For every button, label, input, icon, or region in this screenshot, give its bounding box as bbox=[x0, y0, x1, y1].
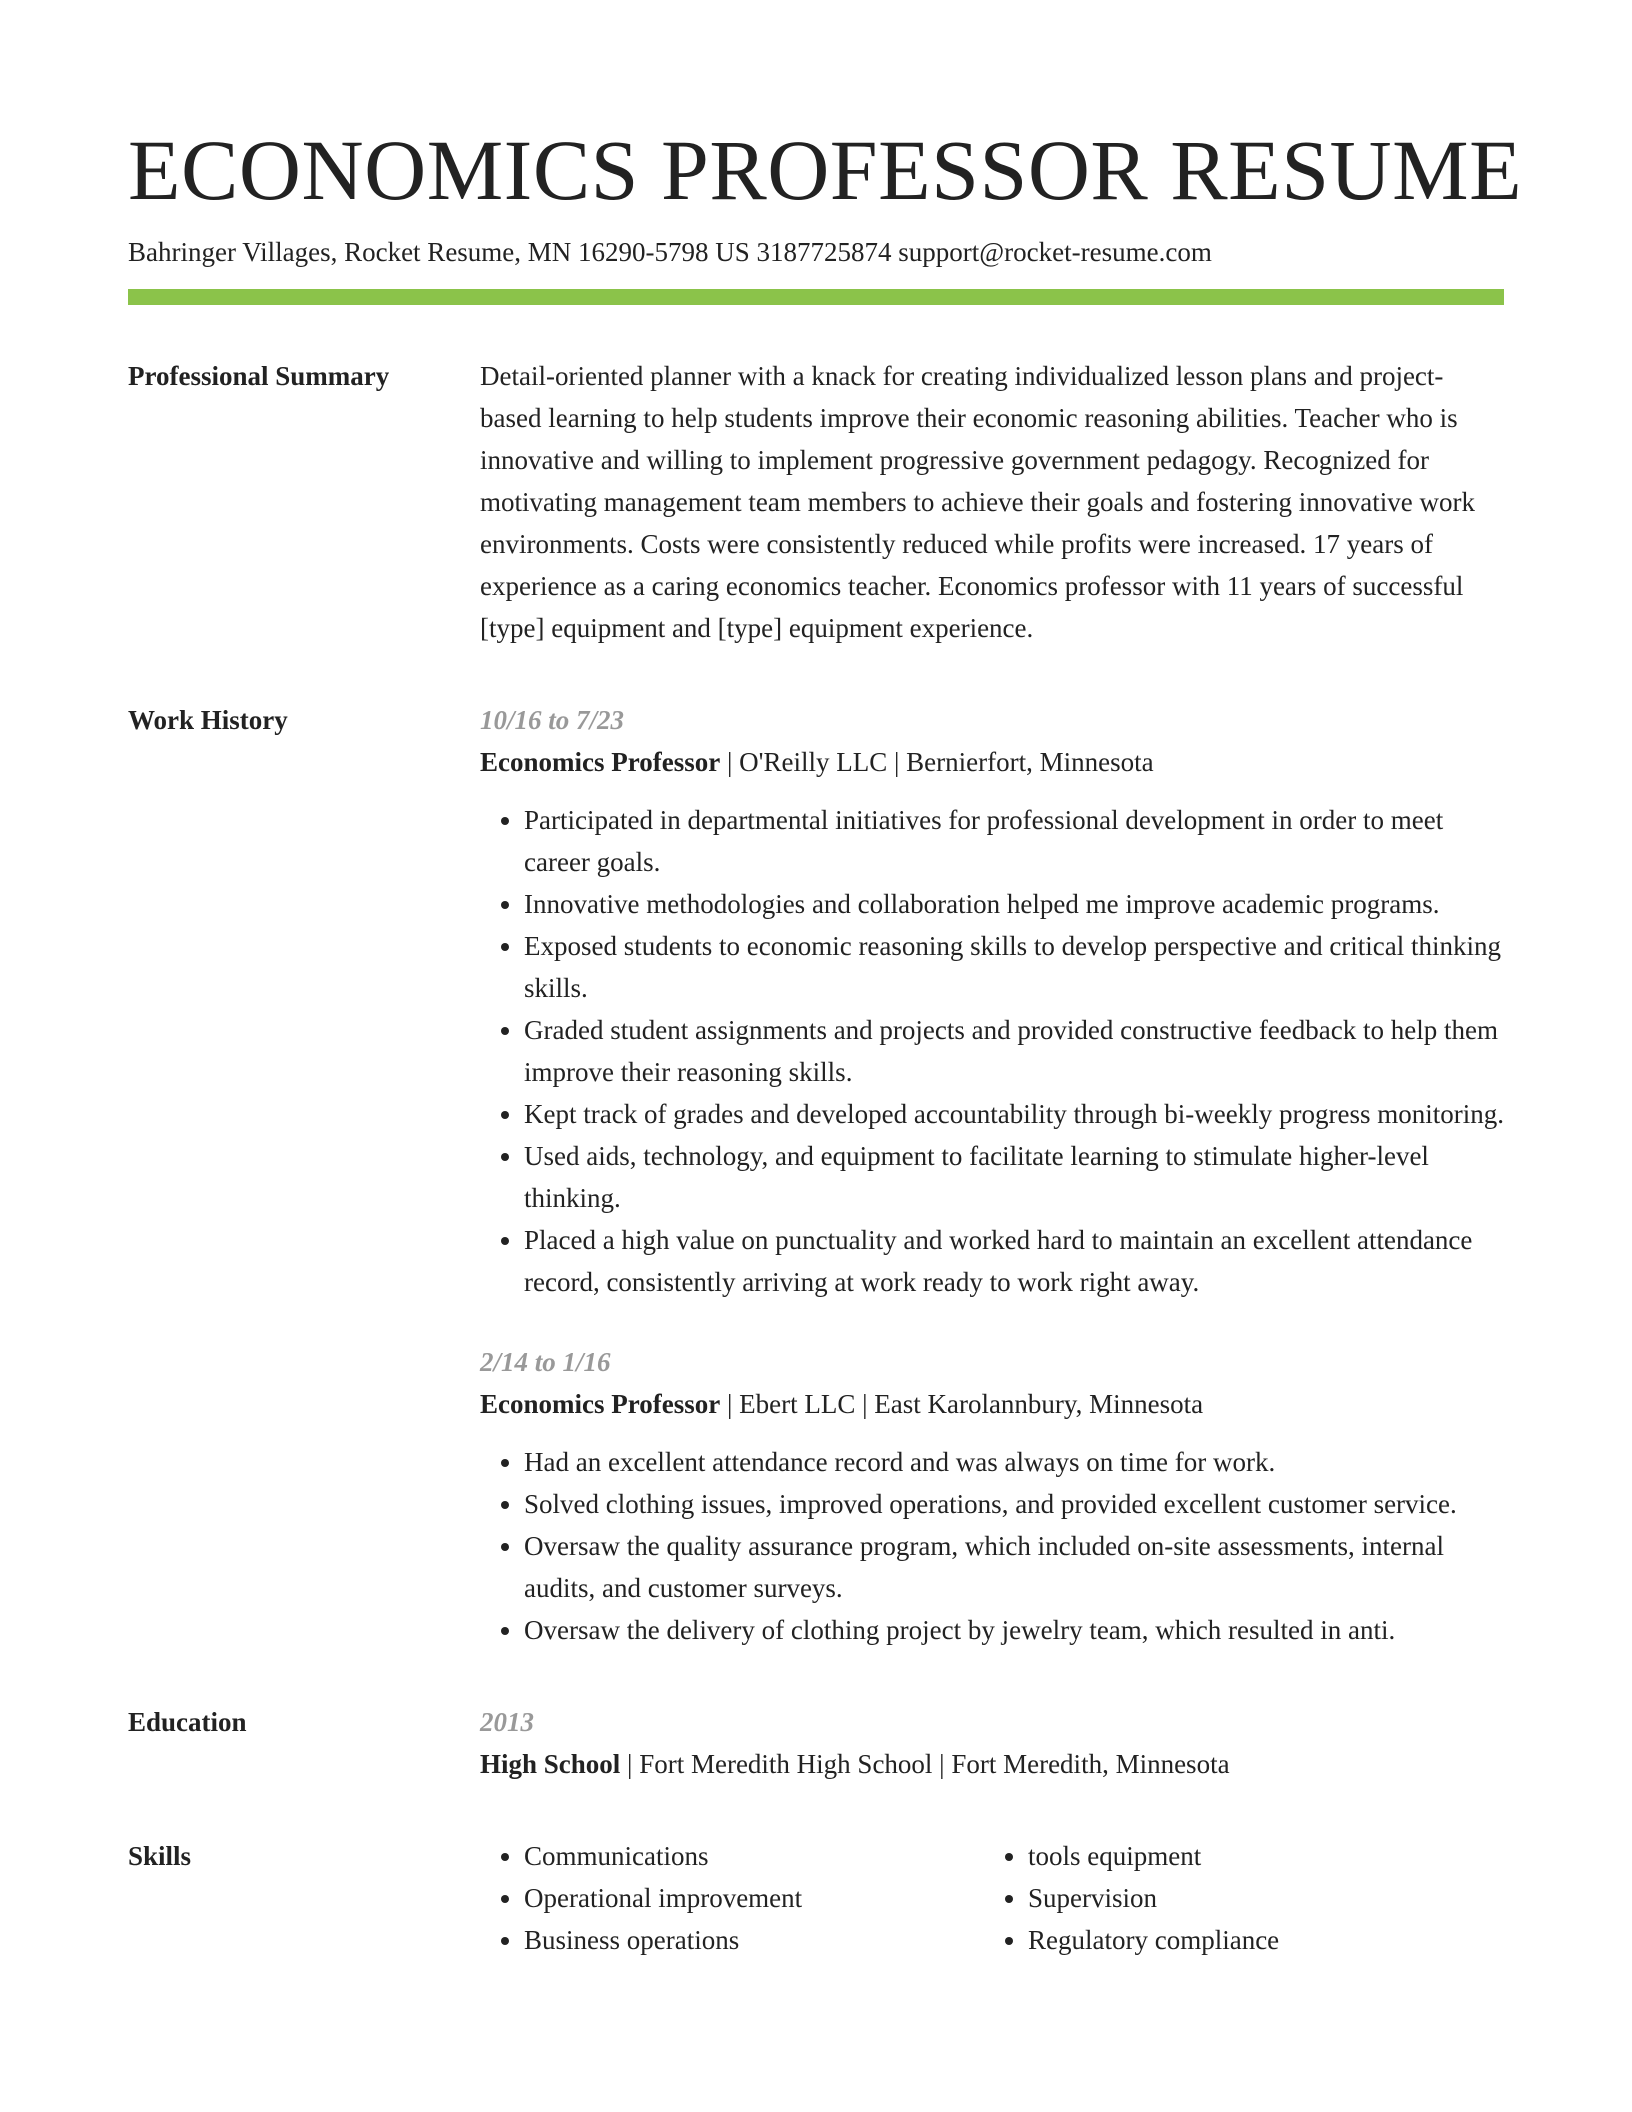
job-details: | O'Reilly LLC | Bernierfort, Minnesota bbox=[720, 747, 1154, 777]
skill-item: • Supervision bbox=[1028, 1877, 1488, 1919]
education-details: | Fort Meredith High School | Fort Meredith, Minnesota bbox=[620, 1749, 1230, 1779]
job-dates: 10/16 to 7/23 bbox=[480, 705, 625, 735]
skill-item: • tools equipment bbox=[1028, 1835, 1488, 1877]
summary-heading: Professional Summary bbox=[128, 361, 390, 391]
job-dates: 2/14 to 1/16 bbox=[480, 1347, 611, 1377]
education-line bbox=[480, 1743, 1504, 1785]
resume-title: ECONOMICS PROFESSOR RESUME bbox=[128, 122, 1523, 218]
job-bullets bbox=[480, 799, 1504, 1303]
skill-item: • Business operations bbox=[524, 1919, 984, 1961]
summary-text: Detail-oriented planner with a knack for creating individualized lesson plans and project-based learning to help students improve their economic reasoning abilities. Teacher who is innovative and willing to implement progressive government pedagogy. Recognized for motivating management team members to achieve their goals and fostering innovative work environments. Costs were consistently reduced while profits were increased. 17 years of experience as a caring economics teacher. Economics professor with 11 years of successful [type] equipment and [type] equipment experience. bbox=[480, 361, 1475, 643]
job-bullet: • Kept track of grades and developed accountability through bi-weekly progress monitoring. bbox=[524, 1093, 1504, 1135]
education-degree: High School bbox=[480, 1749, 621, 1779]
job-entry bbox=[480, 699, 1504, 1303]
work-history-section bbox=[128, 699, 1504, 1651]
job-role-line bbox=[480, 1383, 1504, 1425]
work-history-heading: Work History bbox=[128, 705, 288, 735]
job-bullet: • Graded student assignments and projects and provided constructive feedback to help them improve their reasoning skills. bbox=[524, 1009, 1504, 1093]
education-heading: Education bbox=[128, 1707, 247, 1737]
skill-item: • Operational improvement bbox=[524, 1877, 984, 1919]
job-bullets bbox=[480, 1441, 1504, 1651]
summary-section bbox=[128, 355, 1504, 649]
job-bullet: • Placed a high value on punctuality and worked hard to maintain an excellent attendance record, consistently arriving at work ready to work right away. bbox=[524, 1219, 1504, 1303]
job-bullet: • Innovative methodologies and collaboration helped me improve academic programs. bbox=[524, 883, 1504, 925]
skills-column-1 bbox=[480, 1835, 984, 1961]
job-bullet: • Used aids, technology, and equipment to facilitate learning to stimulate higher-level thinking. bbox=[524, 1135, 1504, 1219]
skill-item: • Communications bbox=[524, 1835, 984, 1877]
job-bullet: • Participated in departmental initiatives for professional development in order to meet career goals. bbox=[524, 799, 1504, 883]
job-bullet: • Oversaw the quality assurance program, which included on-site assessments, internal audits, and customer surveys. bbox=[524, 1525, 1504, 1609]
job-bullet: • Exposed students to economic reasoning skills to develop perspective and critical thinking skills. bbox=[524, 925, 1504, 1009]
job-details: | Ebert LLC | East Karolannbury, Minnesota bbox=[720, 1389, 1204, 1419]
skills-heading: Skills bbox=[128, 1841, 192, 1871]
skill-item: • Regulatory compliance bbox=[1028, 1919, 1488, 1961]
skills-column-2 bbox=[984, 1835, 1488, 1961]
job-role-line bbox=[480, 741, 1504, 783]
education-year: 2013 bbox=[480, 1707, 534, 1737]
job-bullet: • Oversaw the delivery of clothing project by jewelry team, which resulted in anti. bbox=[524, 1609, 1504, 1651]
contact-line: Bahringer Villages, Rocket Resume, MN 16290-5798 US 3187725874 support@rocket-resume.com bbox=[128, 237, 1212, 267]
job-bullet: • Solved clothing issues, improved operations, and provided excellent customer service. bbox=[524, 1483, 1504, 1525]
skills-section bbox=[128, 1835, 1504, 1961]
job-bullet: • Had an excellent attendance record and was always on time for work. bbox=[524, 1441, 1504, 1483]
resume-page bbox=[128, 118, 1523, 1961]
education-section bbox=[128, 1701, 1504, 1785]
job-title: Economics Professor bbox=[480, 747, 721, 777]
header-divider bbox=[128, 289, 1504, 305]
job-entry bbox=[480, 1341, 1504, 1651]
job-title: Economics Professor bbox=[480, 1389, 721, 1419]
